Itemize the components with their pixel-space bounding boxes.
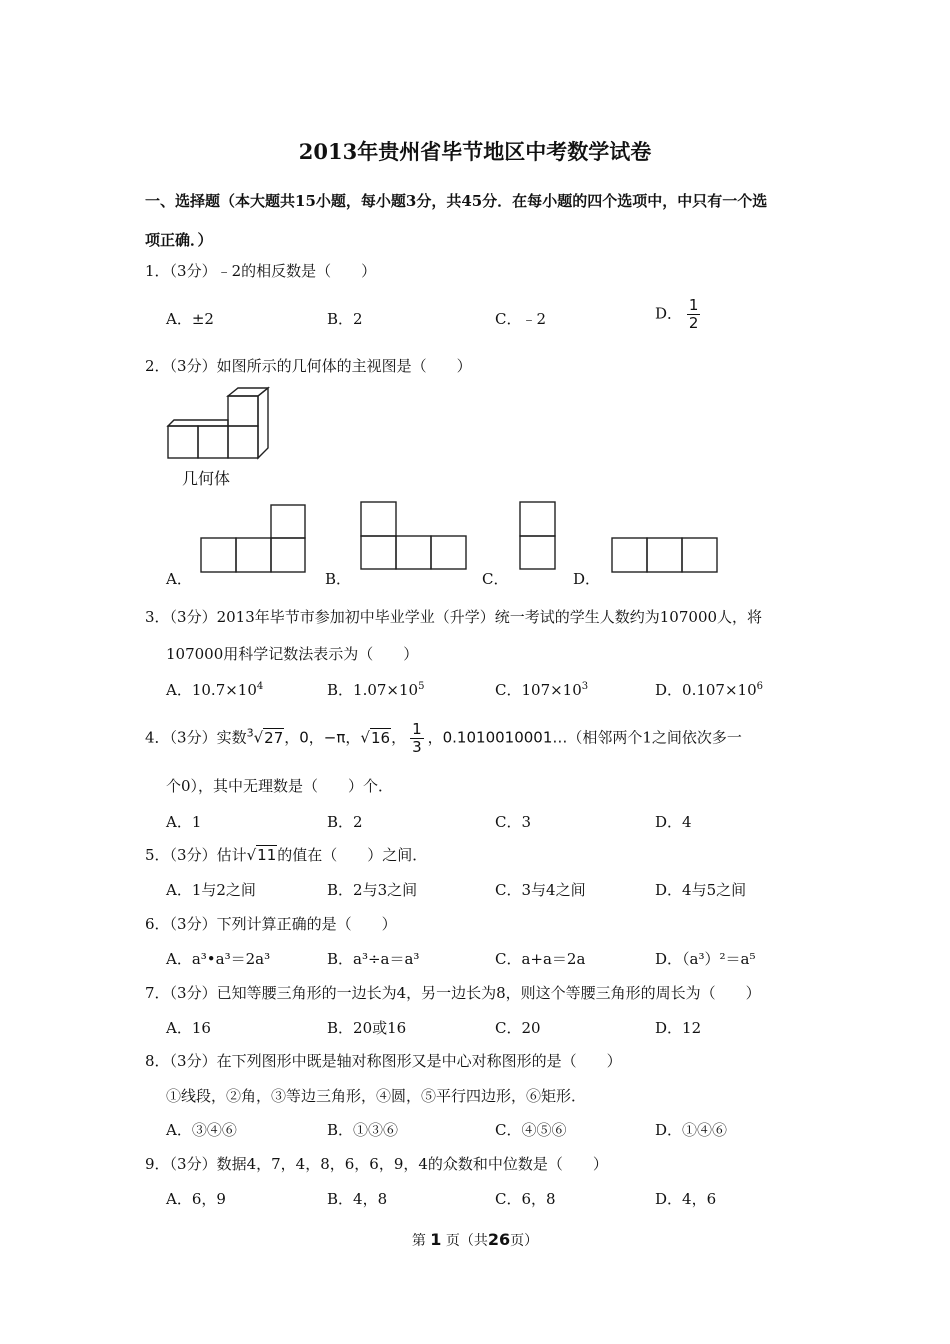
q2-option-d-label: D． bbox=[573, 570, 601, 588]
q2-option-c-figure bbox=[518, 500, 560, 572]
page-number: 1 bbox=[430, 1230, 442, 1249]
q7-option-a: A．16 bbox=[166, 1019, 211, 1037]
sqrt-radicand: 16 bbox=[370, 728, 391, 747]
q9-option-b: B．4，8 bbox=[327, 1190, 388, 1208]
q1-option-a: A．±2 bbox=[166, 310, 214, 328]
q4-option-d: D．4 bbox=[655, 813, 692, 831]
solid-figure-label: 几何体 bbox=[182, 469, 231, 488]
q3-stem-line2: 107000用科学记数法表示为（ ） bbox=[166, 645, 419, 663]
solid-figure bbox=[160, 384, 280, 464]
q9-option-c: C．6，8 bbox=[495, 1190, 556, 1208]
page-footer: 第 1 页（共26页） bbox=[411, 1230, 539, 1249]
q2-option-b-label: B． bbox=[325, 570, 352, 588]
q1-stem: 1．（3分）﹣2的相反数是（ ） bbox=[145, 262, 377, 280]
q6-option-c: C．a+a＝2a bbox=[495, 950, 586, 968]
q4-stem-line1: 4．（3分）实数$^3$√27，0，−π，√16， $\frac{1}{3}$ ，0.1010010001…（相邻两个1之间依次多一 bbox=[145, 720, 742, 756]
cube-root-radicand: 27 bbox=[264, 728, 284, 747]
q3-option-d: D．$0.107\times 10^6$ bbox=[655, 681, 763, 699]
q8-option-a: A．③④⑥ bbox=[166, 1121, 237, 1139]
q9-option-d: D．4，6 bbox=[655, 1190, 717, 1208]
q2-option-b-figure bbox=[358, 500, 470, 572]
q6-stem: 6．（3分）下列计算正确的是（ ） bbox=[145, 915, 397, 933]
q8-option-c: C．④⑤⑥ bbox=[495, 1121, 567, 1139]
q5-option-d: D．4与5之间 bbox=[655, 881, 747, 899]
q9-stem: 9．（3分）数据4，7，4，8，6，6，9，4的众数和中位数是（ ） bbox=[145, 1155, 608, 1173]
q9-option-a: A．6，9 bbox=[166, 1190, 226, 1208]
q5-option-b: B．2与3之间 bbox=[327, 881, 418, 899]
fraction-one-half: $\frac{1}{2}$ bbox=[688, 296, 699, 332]
q8-stem: 8．（3分）在下列图形中既是轴对称图形又是中心对称图形的是（ ） bbox=[145, 1052, 622, 1070]
q6-option-a: A．a³•a³＝2a³ bbox=[166, 950, 271, 968]
q8-option-d: D．①④⑥ bbox=[655, 1121, 728, 1139]
q4-option-b: B．2 bbox=[327, 813, 363, 831]
sqrt-radicand: 11 bbox=[257, 846, 277, 864]
total-pages: 26 bbox=[487, 1230, 511, 1249]
q2-stem: 2．（3分）如图所示的几何体的主视图是（ ） bbox=[145, 357, 472, 375]
q7-stem: 7．（3分）已知等腰三角形的一边长为4，另一边长为8，则这个等腰三角形的周长为（ ） bbox=[145, 984, 761, 1002]
q1-option-c: C．﹣2 bbox=[495, 310, 547, 328]
q3-option-a: A．$10.7\times 10^4$ bbox=[166, 681, 264, 699]
q8-option-b: B．①③⑥ bbox=[327, 1121, 399, 1139]
q4-stem-line2: 个0），其中无理数是（ ）个． bbox=[166, 777, 394, 795]
page-title: 2013年贵州省毕节地区中考数学试卷 bbox=[298, 139, 652, 164]
q5-stem: 5．（3分）估计√11的值在（ ）之间． bbox=[145, 846, 428, 864]
q7-option-b: B．20或16 bbox=[327, 1019, 407, 1037]
fraction-one-third: $\frac{1}{3}$ bbox=[412, 720, 422, 756]
section-heading-line1: 一、选择题（本大题共15小题，每小题3分，共45分．在每小题的四个选项中，中只有一个选 bbox=[145, 192, 768, 210]
q2-option-a-label: A． bbox=[166, 570, 192, 588]
q2-option-c-label: C． bbox=[482, 570, 509, 588]
q6-option-b: B．a³÷a＝a³ bbox=[327, 950, 420, 968]
section-heading-line2: 项正确．） bbox=[145, 231, 213, 249]
q7-option-c: C．20 bbox=[495, 1019, 541, 1037]
q8-items: ①线段，②角，③等边三角形，④圆，⑤平行四边形，⑥矩形． bbox=[166, 1087, 587, 1105]
q3-stem-line1: 3．（3分）2013年毕节市参加初中毕业学业（升学）统一考试的学生人数约为107000人，将 bbox=[145, 608, 763, 626]
q5-option-a: A．1与2之间 bbox=[166, 881, 256, 899]
q2-option-a-figure bbox=[198, 504, 308, 574]
q2-option-d-figure bbox=[609, 536, 721, 576]
q4-option-c: C．3 bbox=[495, 813, 532, 831]
q1-option-d bbox=[655, 298, 700, 331]
q3-option-b: B．$1.07\times 10^5$ bbox=[327, 681, 425, 699]
q1-option-d-label: D． bbox=[655, 304, 683, 323]
q6-option-d: D．（a³）²＝a⁵ bbox=[655, 950, 756, 968]
q3-option-c: C．$107\times 10^3$ bbox=[495, 681, 589, 699]
q4-option-a: A．1 bbox=[166, 813, 202, 831]
q7-option-d: D．12 bbox=[655, 1019, 702, 1037]
q5-option-c: C．3与4之间 bbox=[495, 881, 586, 899]
q1-option-b: B．2 bbox=[327, 310, 363, 328]
